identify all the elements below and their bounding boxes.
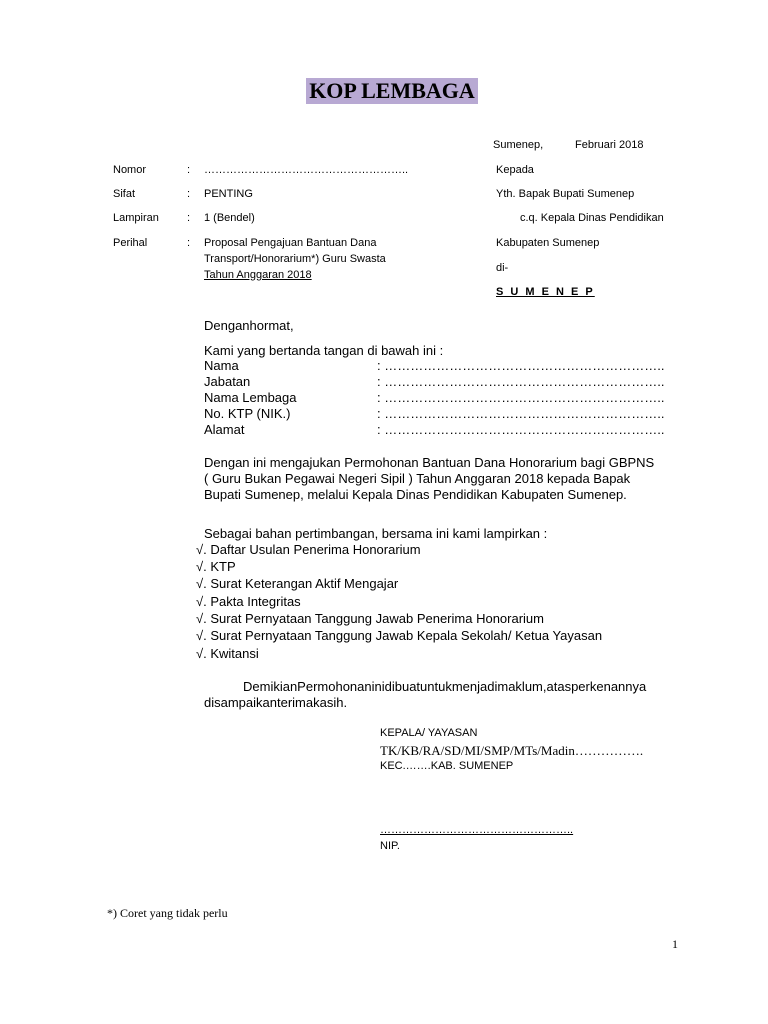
signature-kec: KEC.…….KAB. SUMENEP: [380, 760, 514, 772]
identity-label-ktp: No. KTP (NIK.): [204, 406, 291, 421]
identity-value-jabatan: : ………………………………………………………..: [377, 374, 665, 389]
kop-lembaga-title: KOP LEMBAGA: [306, 78, 478, 104]
identity-value-alamat: : ………………………………………………………..: [377, 422, 665, 437]
identity-value-ktp: : ………………………………………………………..: [377, 406, 665, 421]
identity-value-nama: : ………………………………………………………..: [377, 358, 665, 373]
identity-value-nama-lembaga: : ………………………………………………………..: [377, 390, 665, 405]
closing-line-1: DemikianPermohonaninidibuatuntukmenjadimaklum,atasperkenannya: [243, 679, 647, 694]
lampiran-colon: :: [187, 212, 191, 224]
signature-nip: NIP.: [380, 840, 400, 852]
identity-label-nama-lembaga: Nama Lembaga: [204, 390, 297, 405]
intro-line: Kami yang bertanda tangan di bawah ini :: [204, 343, 444, 358]
attachment-item: √. Kwitansi: [196, 646, 259, 661]
lampiran-value: 1 (Bendel): [204, 212, 255, 224]
date: Februari 2018: [575, 139, 644, 151]
lampiran-label: Lampiran: [113, 212, 159, 224]
request-line-3: Bupati Sumenep, melalui Kepala Dinas Pendidikan Kabupaten Sumenep.: [204, 487, 627, 502]
recipient-city: S U M E N E P: [496, 286, 595, 298]
request-line-1: Dengan ini mengajukan Permohonan Bantuan Dana Honorarium bagi GBPNS: [204, 455, 655, 470]
identity-label-alamat: Alamat: [204, 422, 245, 437]
identity-label-jabatan: Jabatan: [204, 374, 251, 389]
perihal-colon: :: [187, 237, 191, 249]
salutation: Denganhormat,: [204, 318, 294, 333]
recipient-cq: c.q. Kepala Dinas Pendidikan: [520, 212, 664, 224]
perihal-line-1: Proposal Pengajuan Bantuan Dana: [204, 237, 377, 249]
sifat-colon: :: [187, 188, 191, 200]
footnote: *) Coret yang tidak perlu: [107, 906, 228, 920]
sifat-value: PENTING: [204, 188, 253, 200]
place: Sumenep,: [493, 139, 544, 151]
nomor-colon: :: [187, 164, 191, 176]
signature-title: KEPALA/ YAYASAN: [380, 727, 478, 739]
nomor-value: ………………………………………………..: [204, 164, 409, 176]
recipient-yth: Yth. Bapak Bupati Sumenep: [496, 188, 635, 200]
attachment-item: √. Surat Keterangan Aktif Mengajar: [196, 576, 399, 591]
sifat-label: Sifat: [113, 188, 136, 200]
attachments-intro: Sebagai bahan pertimbangan, bersama ini kami lampirkan :: [204, 526, 548, 541]
perihal-line-2: Transport/Honorarium*) Guru Swasta: [204, 253, 386, 265]
recipient-kepada: Kepada: [496, 164, 534, 176]
perihal-line-3: Tahun Anggaran 2018: [204, 269, 312, 281]
request-line-2: ( Guru Bukan Pegawai Negeri Sipil ) Tahun Anggaran 2018 kepada Bapak: [204, 471, 631, 486]
attachment-item: √. Daftar Usulan Penerima Honorarium: [196, 542, 421, 557]
identity-label-nama: Nama: [204, 358, 239, 373]
perihal-label: Perihal: [113, 237, 148, 249]
attachment-item: √. KTP: [196, 559, 236, 574]
attachment-item: √. Pakta Integritas: [196, 594, 301, 609]
attachment-item: √. Surat Pernyataan Tanggung Jawab Kepala Sekolah/ Ketua Yayasan: [196, 628, 603, 643]
page-number: 1: [672, 937, 678, 951]
closing-line-2: disampaikanterimakasih.: [204, 695, 348, 710]
signature-name-line: ……………………………………………..: [380, 824, 574, 836]
recipient-di: di-: [496, 262, 509, 274]
nomor-label: Nomor: [113, 164, 147, 176]
signature-institution: TK/KB/RA/SD/MI/SMP/MTs/Madin…………….: [380, 743, 644, 758]
attachment-item: √. Surat Pernyataan Tanggung Jawab Penerima Honorarium: [196, 611, 544, 626]
recipient-kabupaten: Kabupaten Sumenep: [496, 237, 600, 249]
